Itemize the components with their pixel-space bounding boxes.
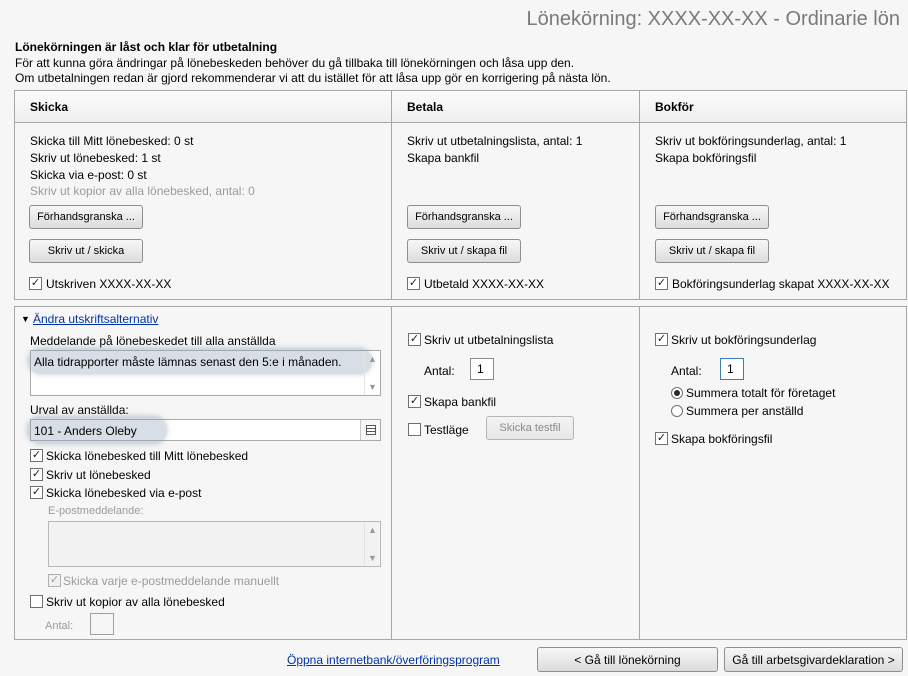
- send-mitt-label: Skicka lönebesked till Mitt lönebesked: [46, 449, 249, 463]
- column-divider: [391, 307, 392, 639]
- pay-count-input[interactable]: 1: [470, 358, 494, 380]
- create-bookkeeping-file-label: Skapa bokföringsfil: [671, 432, 773, 446]
- list-picker-button[interactable]: [360, 420, 380, 440]
- bokfor-line-2: Skapa bokföringsfil: [655, 151, 757, 165]
- print-payslip-label: Skriv ut lönebesked: [46, 468, 151, 482]
- betala-line-2: Skapa bankfil: [407, 151, 480, 165]
- sum-company-label: Summera totalt för företaget: [686, 386, 836, 400]
- send-manual-checkbox[interactable]: ✓: [49, 574, 60, 586]
- pay-count-label: Antal:: [424, 364, 455, 378]
- selection-value: 101 - Anders Oleby: [34, 424, 137, 438]
- scroll-down-icon[interactable]: ▼: [368, 553, 377, 563]
- message-scrollbar[interactable]: [364, 351, 380, 395]
- info-line-1: För att kunna göra ändringar på lönebeskeden behöver du gå tillbaka till lönekörningen och låsa upp den.: [15, 56, 575, 70]
- paid-label: Utbetald XXXX-XX-XX: [424, 277, 545, 291]
- print-copies-checkbox[interactable]: [30, 595, 43, 608]
- send-mitt-checkbox[interactable]: ✓: [31, 449, 42, 461]
- bookkeeping-created-label: Bokföringsunderlag skapat XXXX-XX-XX: [672, 277, 890, 291]
- back-to-payroll-button[interactable]: < Gå till lönekörning: [537, 647, 718, 672]
- list-icon: [366, 425, 376, 435]
- column-divider: [639, 307, 640, 639]
- skicka-title: Skicka: [30, 100, 69, 114]
- betala-preview-button[interactable]: Förhandsgranska ...: [407, 205, 521, 229]
- expand-icon[interactable]: ▼: [21, 314, 30, 324]
- skicka-preview-button[interactable]: Förhandsgranska ...: [29, 205, 143, 229]
- column-divider: [391, 91, 392, 299]
- bookkeeping-created-checkbox[interactable]: ✓: [656, 277, 667, 289]
- email-message-textarea[interactable]: [48, 521, 381, 567]
- book-count-label: Antal:: [671, 364, 702, 378]
- info-line-2: Om utbetalningen redan är gjord rekommenderar vi att du istället för att låsa upp gör en korrigering på nästa lön.: [15, 71, 611, 85]
- message-label: Meddelande på lönebeskedet till alla anställda: [30, 334, 276, 348]
- send-email-checkbox[interactable]: ✓: [31, 486, 42, 498]
- email-scrollbar[interactable]: [364, 522, 380, 566]
- print-pay-list-checkbox[interactable]: ✓: [409, 333, 420, 345]
- page-title: Lönekörning: XXXX-XX-XX - Ordinarie lön: [526, 8, 900, 30]
- go-to-employer-declaration-button[interactable]: Gå till arbetsgivardeklaration >: [724, 647, 903, 672]
- printed-label: Utskriven XXXX-XX-XX: [46, 277, 172, 291]
- change-print-options-link[interactable]: Ändra utskriftsalternativ: [33, 312, 159, 326]
- create-bookkeeping-file-checkbox[interactable]: ✓: [656, 432, 667, 444]
- betala-print-button[interactable]: Skriv ut / skapa fil: [407, 239, 521, 263]
- skicka-line-2: Skriv ut lönebesked: 1 st: [30, 151, 161, 165]
- bank-file-label: Skapa bankfil: [424, 395, 497, 409]
- summary-header-row: [15, 91, 906, 123]
- selection-label: Urval av anställda:: [30, 403, 129, 417]
- column-divider: [639, 91, 640, 299]
- paid-checkbox[interactable]: ✓: [408, 277, 419, 289]
- skicka-line-3: Skicka via e-post: 0 st: [30, 168, 147, 182]
- sum-employee-label: Summera per anställd: [686, 404, 804, 418]
- book-count-input[interactable]: 1: [720, 358, 744, 380]
- employee-selection-input[interactable]: [30, 419, 381, 441]
- bokfor-print-button[interactable]: Skriv ut / skapa fil: [655, 239, 769, 263]
- print-payslip-checkbox[interactable]: ✓: [31, 468, 42, 480]
- sum-employee-radio[interactable]: [671, 405, 683, 417]
- test-mode-label: Testläge: [424, 423, 469, 437]
- print-bookkeeping-checkbox[interactable]: ✓: [656, 333, 667, 345]
- betala-title: Betala: [407, 100, 444, 114]
- test-mode-checkbox[interactable]: [408, 423, 421, 436]
- scroll-up-icon[interactable]: ▲: [368, 525, 377, 535]
- bokfor-line-1: Skriv ut bokföringsunderlag, antal: 1: [655, 134, 847, 148]
- skicka-line-4: Skriv ut kopior av alla lönebesked, antal: 0: [30, 184, 255, 198]
- send-manual-label: Skicka varje e-postmeddelande manuellt: [63, 574, 280, 588]
- bokfor-preview-button[interactable]: Förhandsgranska ...: [655, 205, 769, 229]
- skicka-print-button[interactable]: Skriv ut / skicka: [29, 239, 143, 263]
- copies-count-input[interactable]: [90, 613, 114, 635]
- copies-count-label: Antal:: [45, 620, 74, 632]
- send-email-label: Skicka lönebesked via e-post: [46, 486, 202, 500]
- summary-panel: [14, 90, 907, 300]
- open-bank-link[interactable]: Öppna internetbank/överföringsprogram: [287, 653, 500, 667]
- sum-company-radio[interactable]: [671, 387, 683, 399]
- printed-checkbox[interactable]: ✓: [30, 277, 41, 289]
- send-test-file-button[interactable]: Skicka testfil: [486, 416, 574, 440]
- options-panel: [14, 306, 907, 640]
- scroll-down-icon[interactable]: ▼: [368, 382, 377, 392]
- skicka-line-1: Skicka till Mitt lönebesked: 0 st: [30, 134, 194, 148]
- message-value: Alla tidrapporter måste lämnas senast den 5:e i månaden.: [34, 355, 342, 369]
- betala-line-1: Skriv ut utbetalningslista, antal: 1: [407, 134, 583, 148]
- print-pay-list-label: Skriv ut utbetalningslista: [424, 333, 554, 347]
- email-message-label: E-postmeddelande:: [48, 505, 144, 517]
- print-bookkeeping-label: Skriv ut bokföringsunderlag: [671, 333, 817, 347]
- bokfor-title: Bokför: [655, 100, 694, 114]
- message-textarea[interactable]: [30, 350, 381, 396]
- scroll-up-icon[interactable]: ▲: [368, 354, 377, 364]
- print-copies-label: Skriv ut kopior av alla lönebesked: [46, 595, 225, 609]
- bank-file-checkbox[interactable]: ✓: [409, 395, 420, 407]
- status-heading: Lönekörningen är låst och klar för utbetalning: [15, 40, 278, 54]
